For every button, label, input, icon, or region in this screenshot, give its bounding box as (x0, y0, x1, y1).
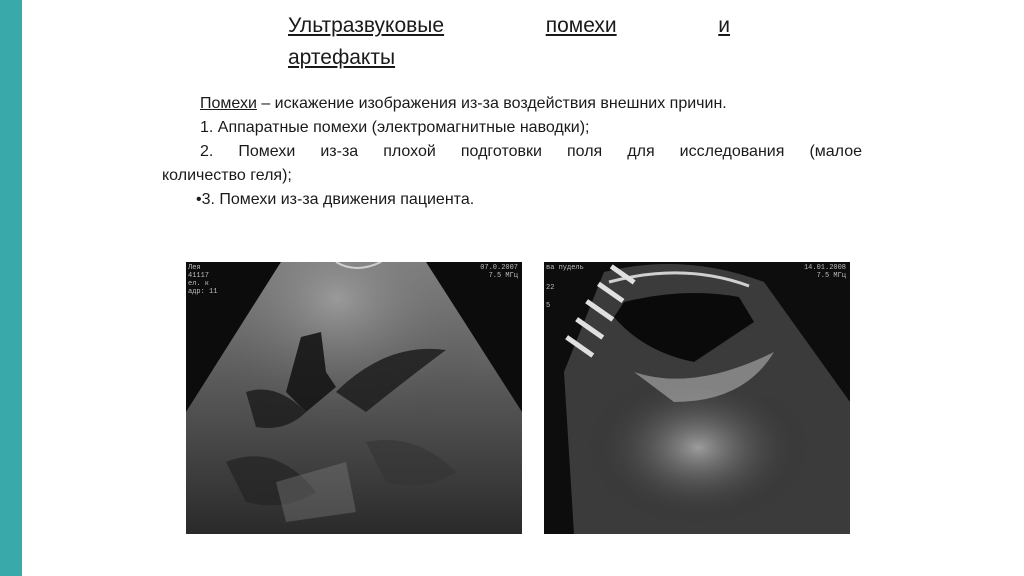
accent-bar (0, 0, 22, 576)
slide-title (288, 10, 730, 74)
title-line-2: артефакты (288, 46, 396, 69)
item-1: 1. Аппаратные помехи (электромагнитные наводки); (200, 119, 590, 136)
ultrasound-image-right (544, 262, 850, 534)
term-pomehi: Помехи (200, 95, 257, 112)
ultrasound-image-left (186, 262, 522, 534)
title-line-1 (288, 10, 730, 42)
body-text (162, 92, 862, 212)
definition-paragraph (162, 92, 862, 116)
ultrasound-scan-right (544, 262, 850, 534)
right-image-top-left-text: ва пудель 22 5 (546, 264, 584, 310)
definition-text: – искажение изображения из-за воздействия внешних причин. (256, 95, 727, 112)
left-image-top-right-text: 07.0.2007 7.5 МГц (480, 264, 518, 280)
item-3-text: 3. Помехи из-за движения пациента. (201, 191, 475, 208)
title-word-2: помехи (545, 14, 617, 37)
bullet-glyph: • (196, 191, 202, 208)
item-2-line-2: количество геля); (162, 167, 292, 184)
right-image-top-right-text: 14.01.2008 7.5 МГц (803, 264, 846, 280)
item-2-line-1: 2. Помехи из-за плохой подготовки поля для исследования (малое (200, 143, 862, 160)
title-word-3: и (718, 14, 730, 37)
title-word-1: Ультразвуковые (288, 14, 445, 37)
left-image-top-left-text: Лея 41117 ел. к адр: 11 (188, 264, 218, 296)
item-3 (162, 188, 862, 212)
ultrasound-scan-left (186, 262, 522, 534)
